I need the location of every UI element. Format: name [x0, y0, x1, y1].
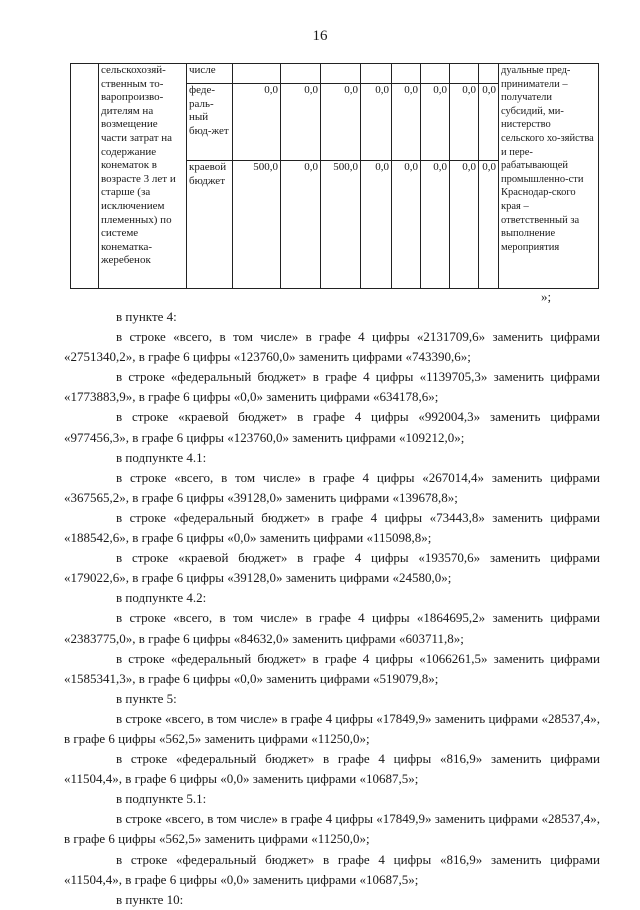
value-cell: 0,0 [361, 161, 392, 289]
paragraph: в строке «федеральный бюджет» в графе 4 цифры «1066261,5» заменить цифрами «1585341,3», в графе 6 цифры «0,0» заменить цифрами «519079,8»; [64, 650, 600, 686]
paragraph: в строке «федеральный бюджет» в графе 4 цифры «816,9» заменить цифрами «11504,4», в графе 6 цифры «0,0» заменить цифрами «10687,5»; [64, 751, 600, 787]
value-cell: 0,0 [450, 161, 479, 289]
value-cell [450, 64, 479, 84]
paragraph: в строке «федеральный бюджет» в графе 4 цифры «1139705,3» заменить цифрами «1773883,9», в графе 6 цифры «0,0» заменить цифрами «634178,6»; [64, 369, 600, 405]
paragraph: в подпункте 4.1: [116, 449, 207, 465]
paragraph: в строке «всего, в том числе» в графе 4 цифры «17849,9» заменить цифрами «28537,4», в графе 6 цифры «562,5» заменить цифрами «11250,0»; [64, 710, 600, 746]
value-cell: 0,0 [281, 161, 321, 289]
value-cell [421, 64, 450, 84]
value-cell: 0,0 [392, 161, 421, 289]
funding-source-cell: числе [187, 64, 233, 84]
value-cell [321, 64, 361, 84]
paragraph: в строке «федеральный бюджет» в графе 4 цифры «816,9» заменить цифрами «11504,4», в графе 6 цифры «0,0» заменить цифрами «10687,5»; [64, 851, 600, 887]
value-cell [281, 64, 321, 84]
table-row [71, 64, 599, 84]
value-cell: 0,0 [479, 161, 499, 289]
value-cell: 500,0 [233, 161, 281, 289]
quote-closing-mark: »; [541, 289, 552, 304]
funding-source-cell: краевой бюджет [187, 161, 233, 289]
value-cell: 0,0 [281, 84, 321, 161]
value-cell [392, 64, 421, 84]
value-cell: 0,0 [233, 84, 281, 161]
value-cell: 0,0 [421, 84, 450, 161]
paragraph: в подпункте 5.1: [116, 791, 207, 807]
funding-source-cell: феде-раль-ный бюд-жет [187, 84, 233, 161]
value-cell: 500,0 [321, 161, 361, 289]
paragraph: в пункте 4: [116, 309, 177, 324]
paragraph: в строке «краевой бюджет» в графе 4 цифры «193570,6» заменить цифрами «179022,6», в графе 6 цифры «39128,0» заменить цифрами «24580,0»; [64, 550, 600, 586]
paragraph: в строке «краевой бюджет» в графе 4 цифры «992004,3» заменить цифрами «977456,3», в графе 6 цифры «123760,0» заменить цифрами «109212,0»; [64, 409, 600, 445]
page-number: 16 [312, 28, 328, 44]
value-cell: 0,0 [450, 84, 479, 161]
responsible-party-cell: дуальные пред-приниматели – получатели субсидий, ми-нистерство сельского хо-зяйства и пере-рабатывающей промышленно-сти Краснодар-ского края – ответственный за выполнение мероприятия [499, 64, 599, 289]
paragraph: в строке «всего, в том числе» в графе 4 цифры «17849,9» заменить цифрами «28537,4», в графе 6 цифры «562,5» заменить цифрами «11250,0»; [64, 811, 600, 847]
paragraph: в подпункте 4.2: [116, 590, 207, 606]
paragraph: в пункте 5: [116, 690, 177, 706]
paragraph: в строке «федеральный бюджет» в графе 4 цифры «73443,8» заменить цифрами «188542,6», в графе 6 цифры «0,0» заменить цифрами «115098,8»; [64, 509, 600, 546]
value-cell [479, 64, 499, 84]
budget-table [70, 63, 599, 289]
paragraph: в строке «всего, в том числе» в графе 4 цифры «267014,4» заменить цифрами «367565,2», в графе 6 цифры «39128,0» заменить цифрами «139678,8»; [64, 469, 600, 505]
value-cell: 0,0 [392, 84, 421, 161]
paragraph: в строке «всего, в том числе» в графе 4 цифры «2131709,6» заменить цифрами «2751340,2», в графе 6 цифры «123760,0» заменить цифрами «743390,6»; [64, 329, 600, 365]
row-number-cell [71, 64, 99, 289]
value-cell: 0,0 [361, 84, 392, 161]
value-cell: 0,0 [321, 84, 361, 161]
value-cell: 0,0 [421, 161, 450, 289]
value-cell: 0,0 [479, 84, 499, 161]
paragraph: в пункте 10: [116, 891, 184, 907]
amendment-text [64, 307, 600, 910]
value-cell [361, 64, 392, 84]
value-cell [233, 64, 281, 84]
paragraph: в строке «всего, в том числе» в графе 4 цифры «1864695,2» заменить цифрами «2383775,0», в графе 6 цифры «84632,0» заменить цифрами «603711,8»; [64, 610, 600, 646]
measure-description-cell: сельскохозяй-ственным то-варопроизво-дителям на возмещение части затрат на содержание конематок в возрасте 3 лет и старше (за исключением племенных) по системе конематка-жеребенок [99, 64, 187, 289]
